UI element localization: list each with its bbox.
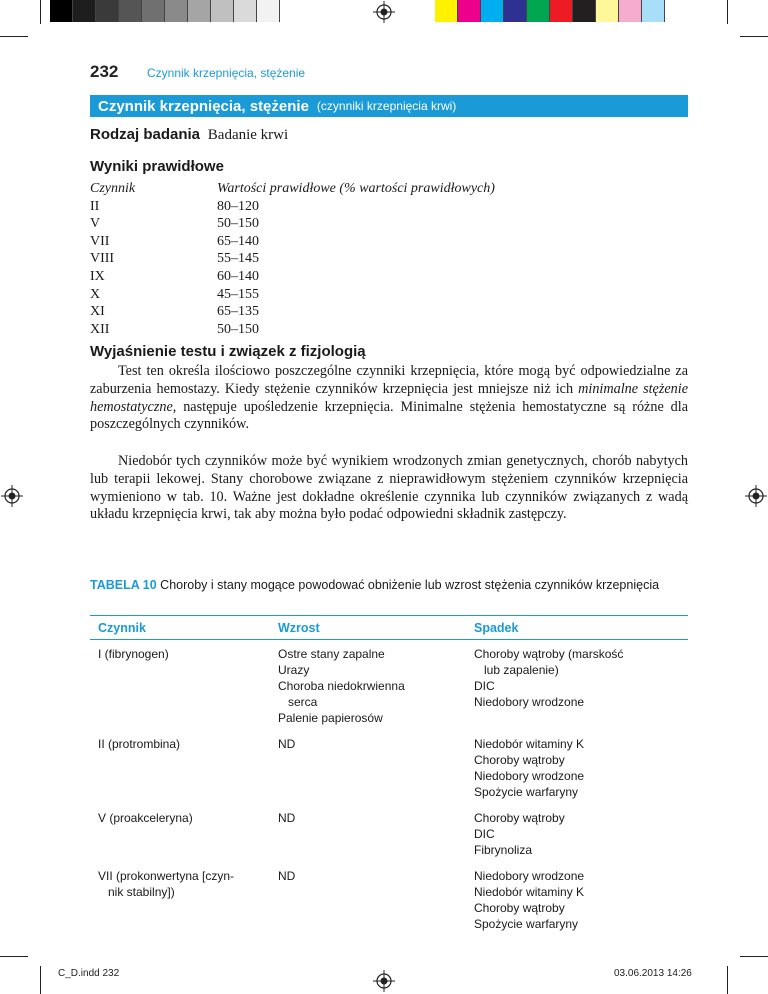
decrease-cell [474,646,688,726]
cell-line: ND [278,869,296,883]
normal-range: 65–140 [217,233,259,249]
cell-line: Ostre stany zapalne [278,647,385,661]
color-swatch [96,0,119,22]
table-caption-text: Choroby i stany mogące powodować obniżenie lub wzrost stężenia czynników krzepnięcia [160,578,660,592]
color-swatch [142,0,165,22]
factor-cell [90,810,278,858]
table-header-row [90,615,688,640]
color-swatch [50,0,73,22]
registration-mark-icon [745,485,767,507]
normal-range-column-header: Wartości prawidłowe (% wartości prawidłowych) [217,181,495,196]
color-swatch [119,0,142,22]
table-row [90,736,688,800]
increase-cell [278,810,474,858]
process-color-bar [435,0,665,22]
emphasized-term: minimalne stężenie hemostatyczne [90,380,688,415]
cell-line: Spożycie warfaryny [474,917,579,931]
cell-line: V (proakceleryna) [98,811,193,825]
footer-file-info: C_D.indd 232 [58,968,120,979]
color-swatch [619,0,642,22]
normal-range: 50–150 [217,321,259,337]
color-swatch [596,0,619,22]
factor-cell [90,736,278,800]
factor-name: XII [90,321,110,337]
normal-range: 50–150 [217,216,259,232]
normal-range: 55–145 [217,251,259,267]
color-swatch [211,0,234,22]
normal-range: 65–135 [217,304,259,320]
factor-name: XI [90,304,105,320]
disease-factor-table [90,615,688,942]
decrease-cell [474,868,688,932]
factor-name: VIII [90,251,115,267]
normal-values-row [90,303,495,321]
cell-line: Choroba niedokrwienna [278,679,405,693]
section-subtitle: (czynniki krzepnięcia krwi) [316,99,457,113]
color-swatch [642,0,665,22]
cell-line: lub zapalenie) [484,663,559,677]
cell-line: Choroby wątroby [474,901,565,915]
cell-line: Choroby wątroby [474,753,565,767]
cell-line: Niedobory wrodzone [474,869,585,883]
normal-values-row [90,268,495,286]
normal-values-row [90,233,495,251]
color-swatch [504,0,527,22]
registration-mark-icon [373,1,395,23]
color-swatch [234,0,257,22]
cell-line: nik stabilny]) [108,885,175,899]
factor-name: IX [90,268,105,284]
normal-range: 45–155 [217,286,259,302]
cell-line: ND [278,811,296,825]
cell-line: Choroby wątroby (marskość [474,647,624,661]
table-tag: TABELA 10 [90,578,157,592]
cell-line: DIC [474,827,495,841]
color-swatch [481,0,504,22]
cell-line: II (protrombina) [98,737,181,751]
normal-range: 60–140 [217,268,259,284]
table-row [90,868,688,932]
color-swatch [188,0,211,22]
test-type-value: Badanie krwi [207,127,289,143]
page-number: 232 [90,62,119,81]
table-row [90,810,688,858]
factor-name: X [90,286,101,302]
color-swatch [435,0,458,22]
table-row [90,646,688,726]
cell-line: Spożycie warfaryny [474,785,579,799]
color-swatch [257,0,280,22]
color-swatch [165,0,188,22]
color-swatch [550,0,573,22]
cell-line: Niedobory wrodzone [474,695,585,709]
cell-line: Niedobór witaminy K [474,737,585,751]
normal-results-heading: Wyniki prawidłowe [90,158,224,175]
color-swatch [458,0,481,22]
decrease-cell [474,810,688,858]
column-header-decrease: Spadek [474,620,519,635]
gray-color-bar [50,0,280,22]
normal-values-row [90,198,495,216]
increase-cell [278,736,474,800]
cell-line: Choroby wątroby [474,811,565,825]
explanation-paragraph-2: Niedobór tych czynników może być wynikiem wrodzonych zmian genetycznych, chorób nabytych lub terapii lekowej. Stany chorobowe związane z nieprawidłowym stężeniem czynników krzepnięcia wymieniono w tab. 10. Ważne jest dokładne określenie czynnika lub czynników związanych z wadą układu krzepnięcia krwi, tak aby można było podać odpowiedni składnik zastępczy. [90,453,688,523]
color-swatch [573,0,596,22]
cell-line: Fibrynoliza [474,843,533,857]
registration-mark-icon [373,970,395,992]
normal-range: 80–120 [217,198,259,214]
cell-line: ND [278,737,296,751]
test-type [90,126,288,144]
table-caption [90,577,690,593]
running-head: Czynnik krzepnięcia, stężenie [147,66,306,80]
test-type-label: Rodzaj badania [90,126,201,143]
cell-line: Niedobory wrodzone [474,769,585,783]
normal-values-table [90,180,495,338]
normal-values-row [90,321,495,339]
column-header-increase: Wzrost [278,620,320,635]
cell-line: DIC [474,679,495,693]
cell-line: Palenie papierosów [278,711,383,725]
paragraph-text: , następuje upośledzenie krzepnięcia. Minimalne stężenia hemostatyczne są różne dla poszczególnych czynników. [90,398,688,433]
registration-mark-icon [1,485,23,507]
section-title-bar [90,95,688,117]
cell-line: VII (prokonwertyna [czyn- [98,869,235,883]
footer-timestamp: 03.06.2013 14:26 [614,968,692,979]
normal-values-row [90,250,495,268]
paragraph-text: Test ten określa ilościowo poszczególne czynniki krzepnięcia, które mogą być odpowiedzialne za zaburzenia hemostazy. Kiedy stężenie czynników krzepnięcia jest mniejsze niż ich [90,363,688,397]
normal-values-row [90,286,495,304]
factor-column-header: Czynnik [90,181,136,196]
cell-line: Urazy [278,663,310,677]
factor-cell [90,868,278,932]
cell-line: serca [288,695,318,709]
color-swatch [73,0,96,22]
increase-cell [278,646,474,726]
increase-cell [278,868,474,932]
normal-values-row [90,215,495,233]
explanation-heading: Wyjaśnienie testu i związek z fizjologią [90,343,366,360]
factor-name: II [90,198,100,214]
factor-name: V [90,216,101,232]
column-header-factor: Czynnik [98,620,146,635]
section-title: Czynnik krzepnięcia, stężenie [98,97,309,115]
normal-values-header [90,180,495,198]
factor-cell [90,646,278,726]
factor-name: VII [90,233,110,249]
cell-line: Niedobór witaminy K [474,885,585,899]
decrease-cell [474,736,688,800]
explanation-paragraph-1 [90,363,688,434]
cell-line: I (fibrynogen) [98,647,169,661]
color-swatch [527,0,550,22]
